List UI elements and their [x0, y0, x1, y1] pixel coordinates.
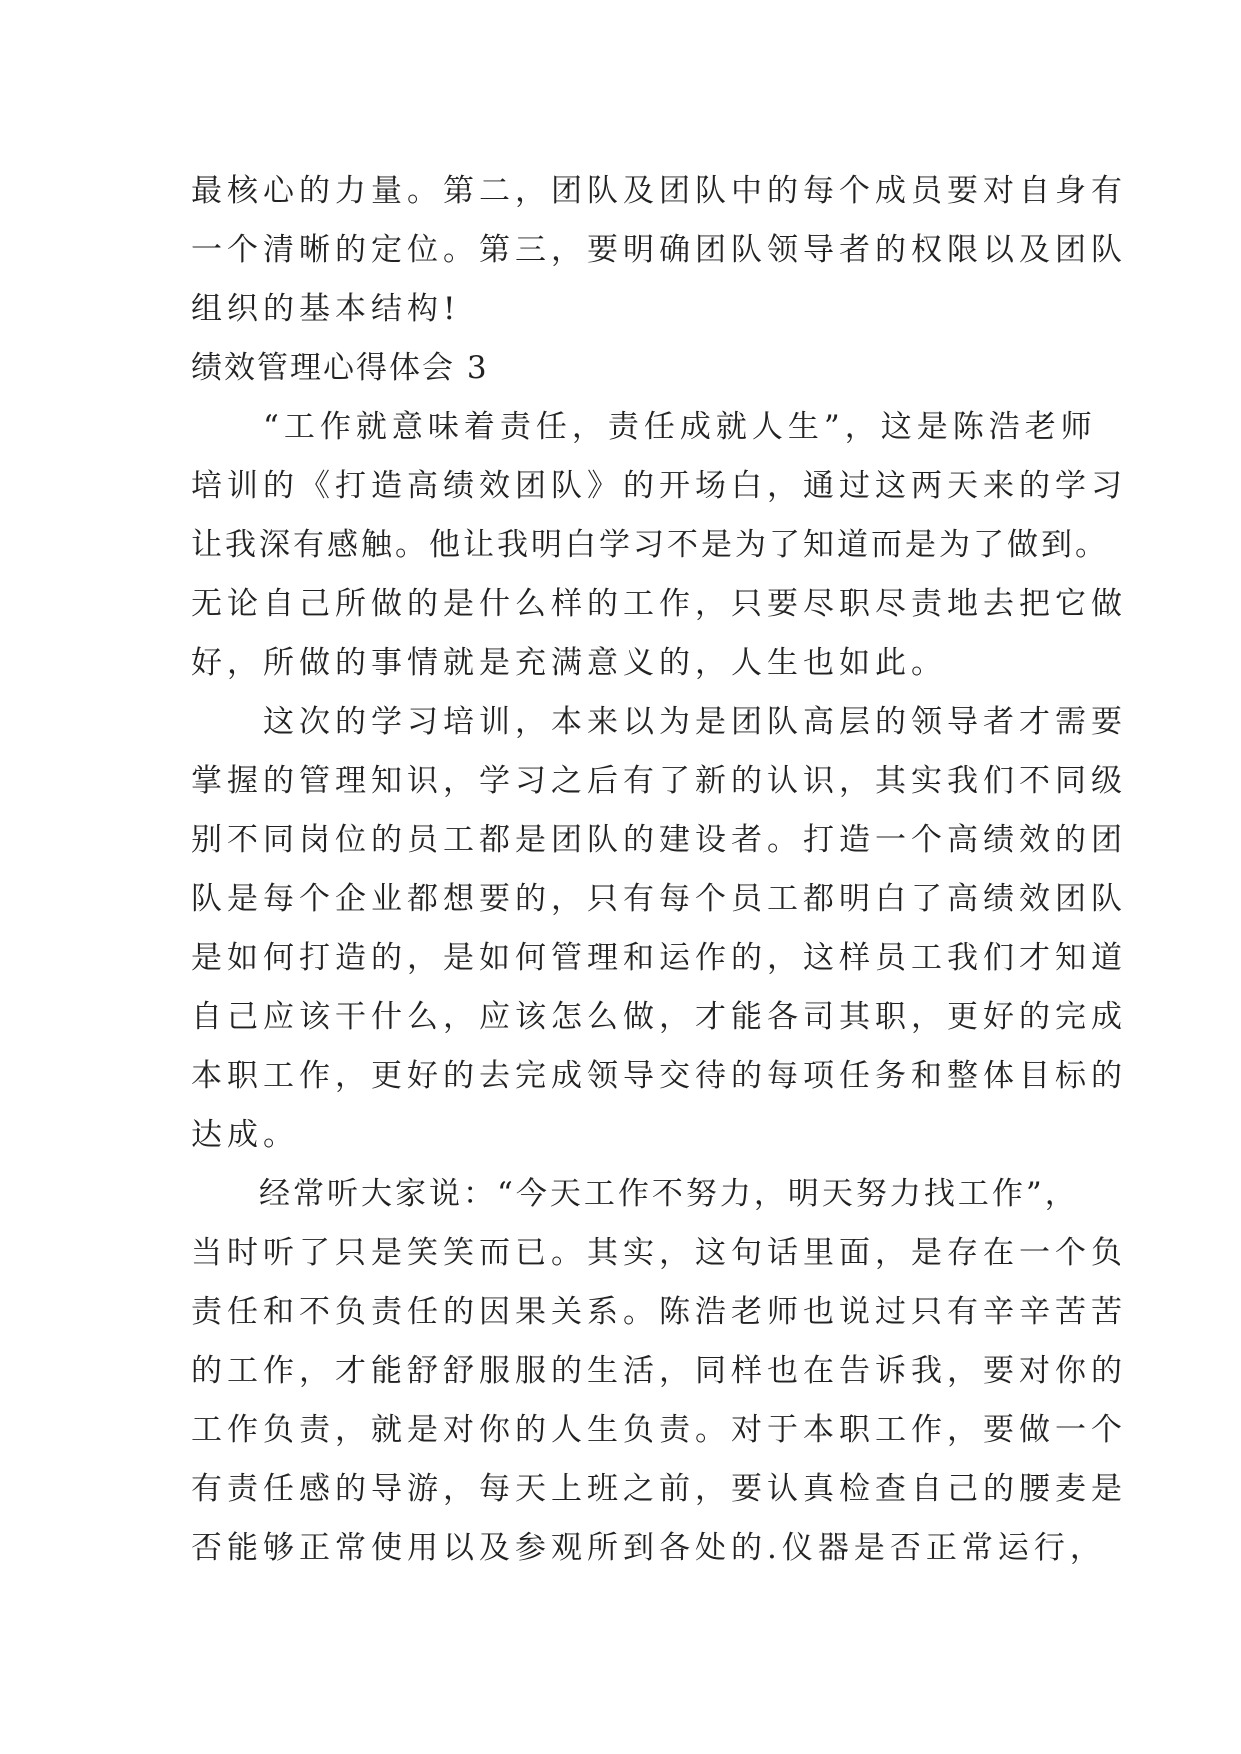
paragraph-2-line: 是如何打造的，是如何管理和运作的，这样员工我们才知道: [191, 940, 1127, 976]
paragraph-3-line: 工作负责，就是对你的人生负责。对于本职工作，要做一个: [191, 1412, 1127, 1448]
paragraph-1-line: “工作就意味着责任，责任成就人生”，这是陈浩老师: [191, 409, 1097, 445]
paragraph-3-line: 当时听了只是笑笑而已。其实，这句话里面，是存在一个负: [191, 1235, 1127, 1271]
intro-line: 最核心的力量。第二，团队及团队中的每个成员要对自身有: [191, 173, 1127, 209]
paragraph-3-line: 的工作，才能舒舒服服的生活，同样也在告诉我，要对你的: [191, 1353, 1127, 1389]
paragraph-2-line: 本职工作，更好的去完成领导交待的每项任务和整体目标的: [191, 1058, 1127, 1094]
paragraph-2-line: 这次的学习培训，本来以为是团队高层的领导者才需要: [191, 704, 1127, 740]
document-body: [191, 162, 1127, 1578]
paragraph-2-line: 达成。: [191, 1117, 299, 1153]
paragraph-1-line: 培训的《打造高绩效团队》的开场白，通过这两天来的学习: [191, 468, 1127, 504]
paragraph-3-line: 责任和不负责任的因果关系。陈浩老师也说过只有辛辛苦苦: [191, 1294, 1127, 1330]
paragraph-2-line: 自己应该干什么，应该怎么做，才能各司其职，更好的完成: [191, 999, 1127, 1035]
paragraph-1-line: 好，所做的事情就是充满意义的，人生也如此。: [191, 645, 947, 681]
paragraph-2-line: 掌握的管理知识，学习之后有了新的认识，其实我们不同级: [191, 763, 1127, 799]
paragraph-3-line: 经常听大家说：“今天工作不努力，明天努力找工作”，: [191, 1176, 1079, 1212]
paragraph-2-line: 队是每个企业都想要的，只有每个员工都明白了高绩效团队: [191, 881, 1127, 917]
paragraph-1-line: 无论自己所做的是什么样的工作，只要尽职尽责地去把它做: [191, 586, 1127, 622]
paragraph-1-line: 让我深有感触。他让我明白学习不是为了知道而是为了做到。: [191, 527, 1109, 563]
section-heading: 绩效管理心得体会 3: [191, 350, 489, 386]
paragraph-3-line: 否能够正常使用以及参观所到各处的.仪器是否正常运行，: [191, 1530, 1106, 1566]
paragraph-3-line: 有责任感的导游，每天上班之前，要认真检查自己的腰麦是: [191, 1471, 1127, 1507]
intro-line: 组织的基本结构!: [191, 291, 461, 327]
intro-line: 一个清晰的定位。第三，要明确团队领导者的权限以及团队: [191, 232, 1127, 268]
paragraph-2-line: 别不同岗位的员工都是团队的建设者。打造一个高绩效的团: [191, 822, 1127, 858]
